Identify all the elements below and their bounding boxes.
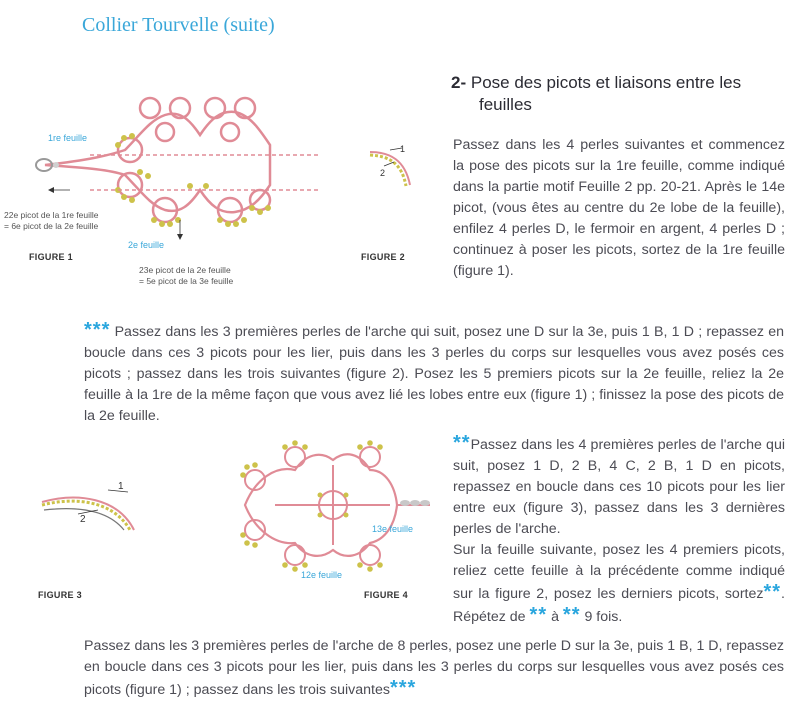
double-star-marker: ** <box>453 432 471 454</box>
figure-1-note-1 <box>4 210 99 232</box>
figure-4-chain <box>397 500 430 506</box>
triple-star-marker: *** <box>389 677 417 699</box>
figure-1-note-2-line1: 23e picot de la 2e feuille <box>139 265 231 275</box>
figure-4-label: FIGURE 4 <box>364 590 408 600</box>
figure-1-leaf2-label: 2e feuille <box>128 240 165 250</box>
paragraph-1: Passez dans les 4 perles suivantes et commencez la pose des picots sur la 1re feuille, comme indiqué dans la partie motif Feuille 2 pp. 20-21. Après le 14e picot, (vous êtes au centre du 2e lobe de la feuille), enfilez 4 perles D, le fermoir en argent, 4 perles D ; continuez à poser les picots, sortez de la 1re feuille (figure 1). <box>453 137 785 279</box>
section-heading <box>451 72 781 116</box>
figure-1-note-1-line2: = 6e picot de la 2e feuille <box>4 221 99 231</box>
paragraph-3c-text: . Répétez de <box>453 586 785 625</box>
double-star-marker: ** <box>763 581 782 603</box>
figure-1-note-2 <box>139 265 233 287</box>
paragraph-4-text: Passez dans les 3 premières perles de l'arche de 8 perles, posez une perle D sur la 3e, puis 1 B, 1 D, repassez en boucle dans ces 3 picots pour les lier, puis dans les 3 perles du corps sur lesquelles vous avez posés ces picots (figure 1) ; passez dans les trois suivantes <box>84 638 784 698</box>
paragraph-3d-text: à <box>551 609 559 625</box>
figure-1-label: FIGURE 1 <box>29 252 73 262</box>
section-title-line2: feuilles <box>479 95 532 114</box>
paragraph-3b-text: Sur la feuille suivante, posez les 4 premiers picots, reliez cette feuille à la précédente comme indiqué sur la figure 2, posez les derniers picots, sortez <box>453 542 785 602</box>
paragraph-2 <box>84 320 784 427</box>
paragraph-3a-text: Passez dans les 4 premières perles de l'arche qui suit, posez 1 D, 2 B, 4 C, 2 B, 1 D en picots, repassez en boucle dans ces 10 picots pour les lier entre eux (figure 3), passez dans les 3 dernières perles de l'arche. <box>453 437 785 537</box>
figure-1-note-1-line1: 22e picot de la 1re feuille <box>4 210 99 220</box>
figure-4-illustration <box>215 435 435 585</box>
figure-4-leaf12-label: 12e feuille <box>301 570 343 580</box>
figure-3-number-2: 2 <box>80 514 86 525</box>
figure-3-number-1: 1 <box>118 481 124 492</box>
figure-1-note-2-line2: = 5e picot de la 3e feuille <box>139 276 234 286</box>
section-title-line1: Pose des picots et liaisons entre les <box>470 73 742 92</box>
figure-2-number-1: 1 <box>400 144 406 154</box>
figure-4-leaf-motif <box>245 447 397 565</box>
figure-1-yellow-beads <box>115 133 271 227</box>
section-number: 2- <box>451 73 467 92</box>
figure-4-leaf13-label: 13e feuille <box>372 524 414 534</box>
paragraph-4 <box>84 636 784 701</box>
figure-2-number-2: 2 <box>380 168 386 178</box>
page-title: Collier Tourvelle (suite) <box>82 14 275 36</box>
paragraph-2-text: Passez dans les 3 premières perles de l'arche qui suit, posez une D sur la 3e, puis 1 B, 1 D ; repassez en boucle dans ces 3 picots pour les lier, puis dans les 3 perles du corps sur lesquelles vous avez posés ces picots ; passez dans les trois suivantes (figure 2). Posez les 5 premiers picots sur la 2e feuille, reliez la 2e feuille à la 1re de la même façon que vous avez lié les lobes entre eux (figure 1) ; finissez la pose des picots de la 2e feuille. <box>84 324 784 424</box>
figure-3-illustration <box>38 480 148 540</box>
paragraph-3 <box>453 433 785 628</box>
triple-star-marker: *** <box>84 319 111 341</box>
double-star-marker: ** <box>529 604 548 626</box>
figure-1-leaf1-label: 1re feuille <box>48 133 88 143</box>
paragraph-3e-text: 9 fois. <box>584 609 623 625</box>
figure-1-leaf-motif <box>45 98 270 222</box>
double-star-marker: ** <box>562 604 581 626</box>
figure-2-label: FIGURE 2 <box>361 252 405 262</box>
figure-2-illustration <box>360 140 430 200</box>
figure-3-label: FIGURE 3 <box>38 590 82 600</box>
